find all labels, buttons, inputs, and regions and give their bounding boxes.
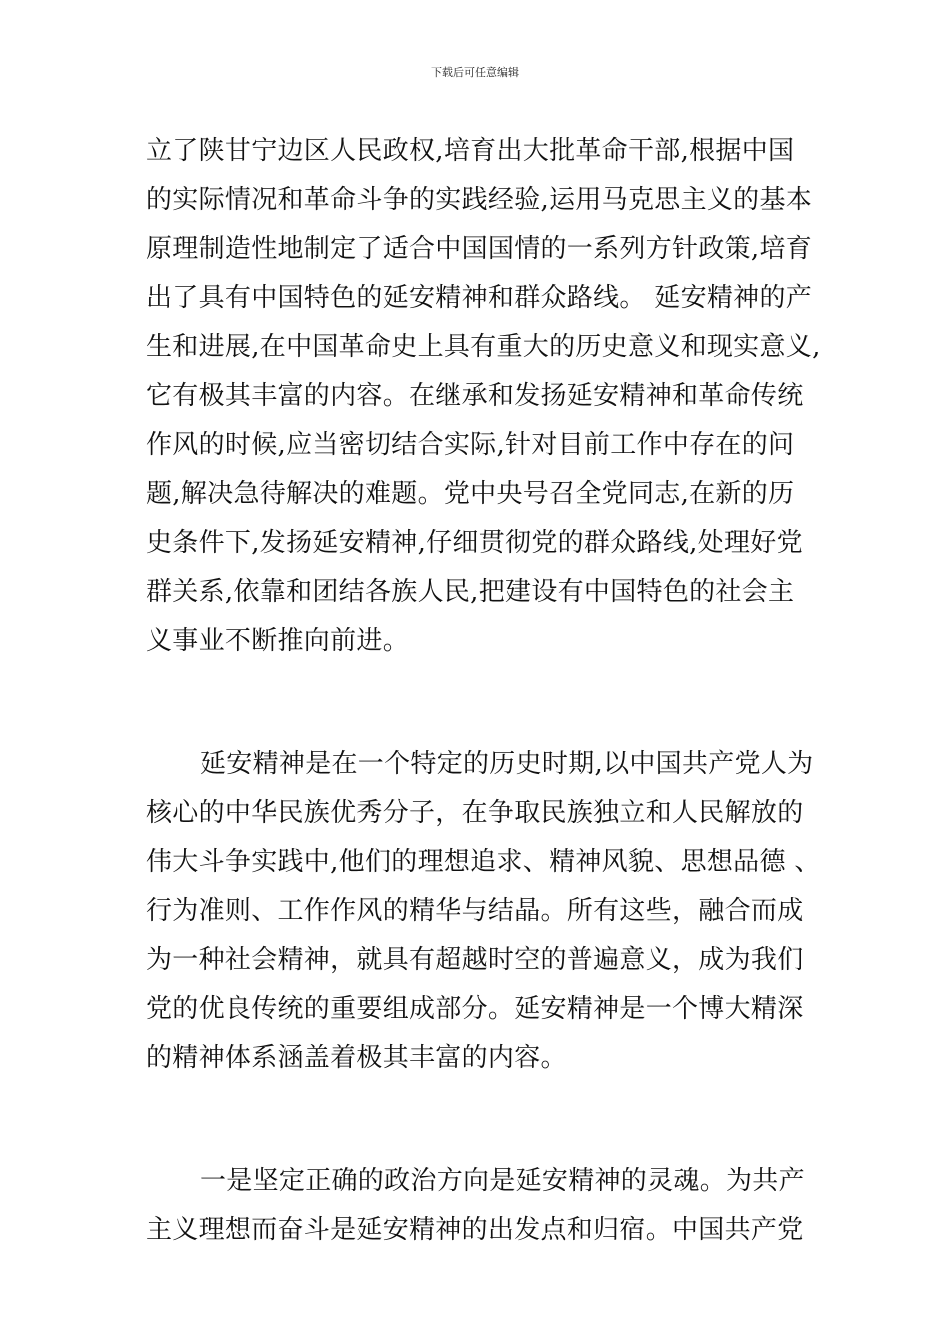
text-line: 主义理想而奋斗是延安精神的出发点和归宿。中国共产党 [146,1215,804,1245]
paragraph-1 [146,127,821,666]
paragraph-3 [146,1157,816,1255]
text-line: 伟大斗争实践中,他们的理想追求、精神风貌、思想品德 、 [146,847,821,877]
text-line: 原理制造性地制定了适合中国国情的一系列方针政策,培育 [146,234,813,264]
document-body [146,127,821,1255]
text-line: 作风的时候,应当密切结合实际,针对目前工作中存在的问 [146,430,795,460]
paragraph-spacer [146,666,816,740]
text-line: 党的优良传统的重要组成部分。延安精神是一个博大精深 [146,994,804,1024]
text-line: 立了陕甘宁边区人民政权,培育出大批革命干部,根据中国 [146,136,795,166]
text-line: 的实际情况和革命斗争的实践经验,运用马克思主义的基本 [146,185,813,215]
text-line: 一是坚定正确的政治方向是延安精神的灵魂。为共产 [200,1166,805,1196]
text-line: 行为准则、工作作风的精华与结晶。所有这些，融合而成 [146,896,804,926]
text-line: 为一种社会精神，就具有超越时空的普遍意义，成为我们 [146,945,804,975]
text-line: 延安精神是在一个特定的历史时期,以中国共产党人为 [200,749,814,779]
text-line: 群关系,依靠和团结各族人民,把建设有中国特色的社会主 [146,577,795,607]
text-line: 题,解决急待解决的难题。党中央号召全党同志,在新的历 [146,479,795,509]
text-line: 出了具有中国特色的延安精神和群众路线。 延安精神的产 [146,283,813,313]
text-line: 的精神体系涵盖着极其丰富的内容。 [146,1043,567,1073]
text-line: 义事业不断推向前进。 [146,626,410,656]
paragraph-2 [146,740,821,1083]
text-line: 史条件下,发扬延安精神,仔细贯彻党的群众路线,处理好党 [146,528,803,558]
paragraph-spacer [146,1083,816,1157]
page-header: 下载后可任意编辑 [431,66,519,79]
text-line: 核心的中华民族优秀分子，在争取民族独立和人民解放的 [146,798,804,828]
text-line: 生和进展,在中国革命史上具有重大的历史意义和现实意义, [146,332,821,362]
text-line: 它有极其丰富的内容。在继承和发扬延安精神和革命传统 [146,381,804,411]
